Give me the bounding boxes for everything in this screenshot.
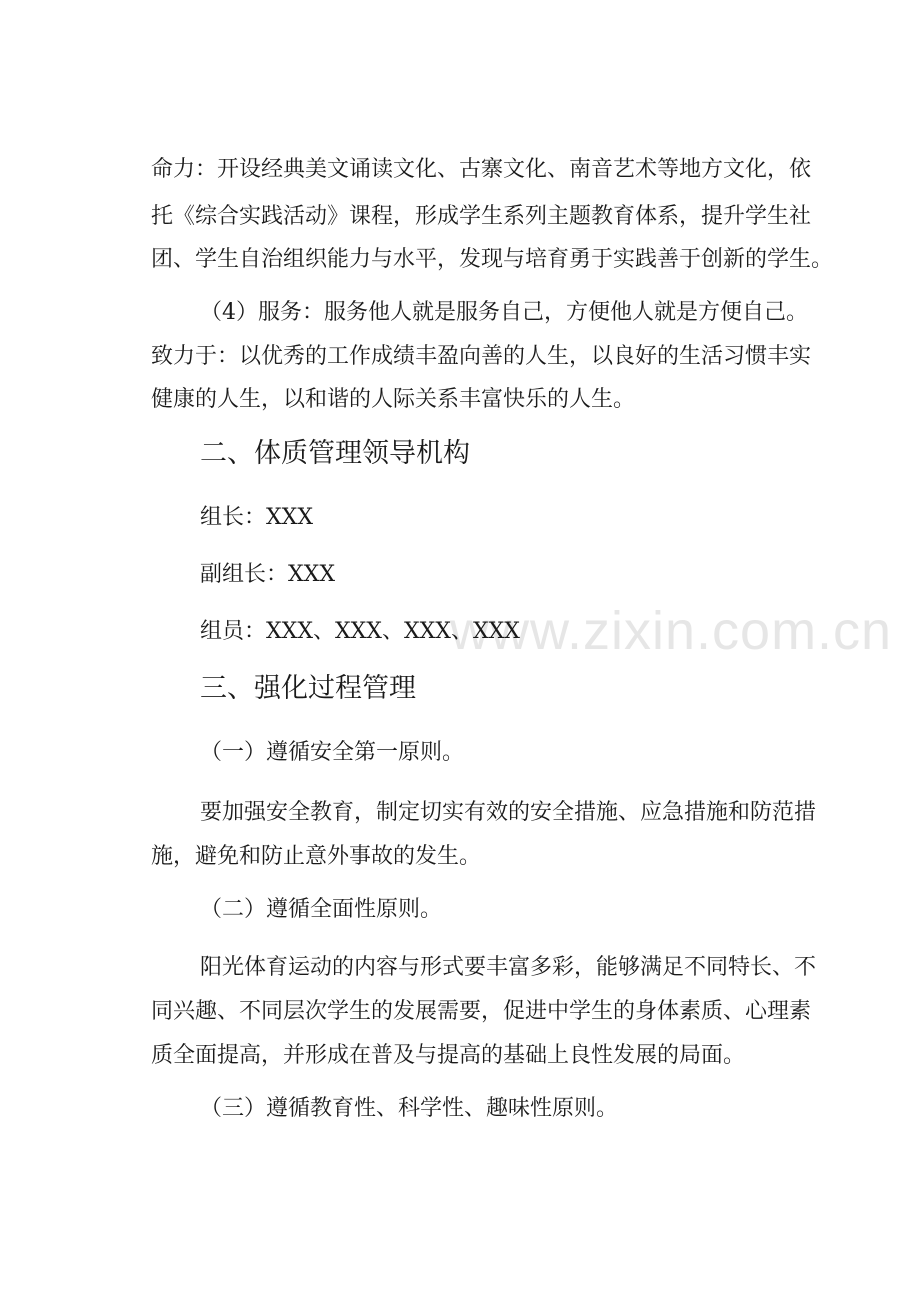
watermark: www.zixin.com.cn [450,601,893,661]
paragraph-line: 阳光体育运动的内容与形式要丰富多彩，能够满足不同特长、不 [200,955,817,980]
paragraph-line: （4）服务：服务他人就是服务自己，方便他人就是方便自己。 [200,300,808,325]
paragraph-line: 致力于：以优秀的工作成绩丰盈向善的人生，以良好的生活习惯丰实 [151,344,812,369]
section-heading: 二、体质管理领导机构 [200,438,470,469]
subsection-title: （一）遵循安全第一原则。 [200,740,465,765]
paragraph-line: 施，避免和防止意外事故的发生。 [151,844,482,869]
paragraph-line: 同兴趣、不同层次学生的发展需要，促进中学生的身体素质、心理素 [151,999,812,1024]
deputy-line: 副组长：XXX [200,562,335,587]
paragraph-line: 要加强安全教育，制定切实有效的安全措施、应急措施和防范措 [200,800,817,825]
paragraph-line: 健康的人生，以和谐的人际关系丰富快乐的人生。 [151,387,636,412]
section-heading: 三、强化过程管理 [200,673,416,704]
paragraph-line: 托《综合实践活动》课程，形成学生系列主题教育体系，提升学生社 [151,204,812,229]
leader-line: 组长：XXX [200,505,313,530]
subsection-title: （三）遵循教育性、科学性、趣味性原则。 [200,1096,619,1121]
members-line: 组员：XXX、XXX、XXX、XXX [200,619,520,644]
subsection-title: （二）遵循全面性原则。 [200,897,443,922]
paragraph-line: 质全面提高，并形成在普及与提高的基础上良性发展的局面。 [151,1043,746,1068]
paragraph-line: 命力：开设经典美文诵读文化、古寨文化、南音艺术等地方文化，依 [151,157,812,182]
paragraph-line: 团、学生自治组织能力与水平，发现与培育勇于实践善于创新的学生。 [151,247,834,272]
